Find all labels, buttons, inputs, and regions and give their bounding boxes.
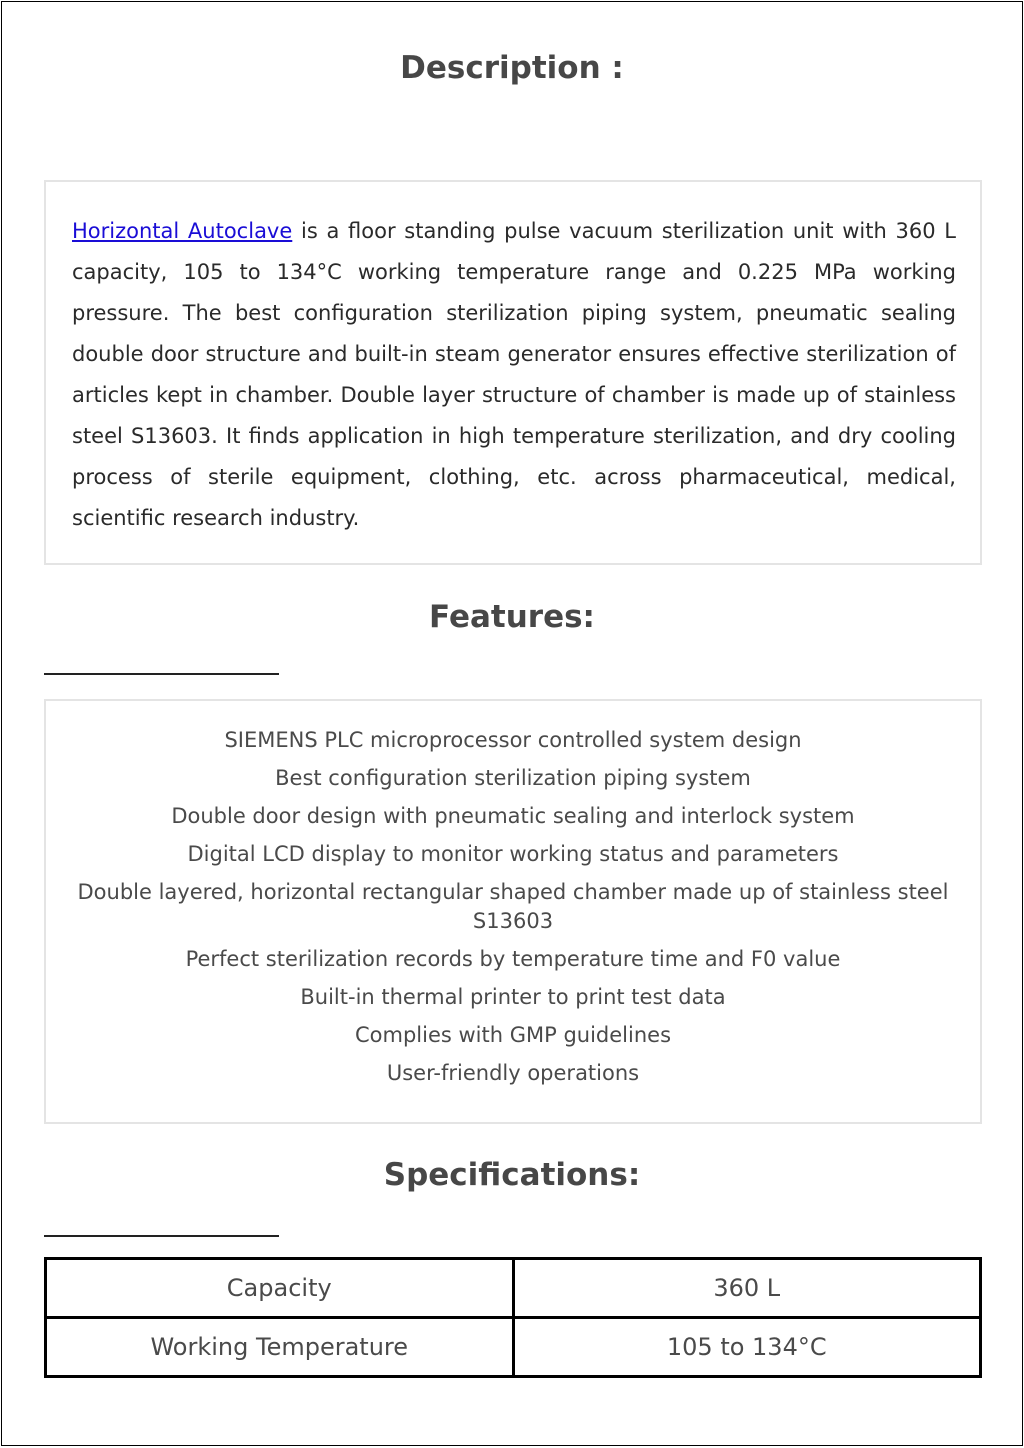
features-list <box>76 726 950 1097</box>
table-row <box>46 1318 981 1377</box>
description-text <box>72 211 956 539</box>
feature-item: User-friendly operations <box>386 1061 640 1085</box>
feature-item: Built-in thermal printer to print test data <box>300 985 726 1009</box>
horizontal-autoclave-link[interactable]: Horizontal Autoclave <box>72 219 293 243</box>
features-box <box>44 699 982 1124</box>
feature-item: Complies with GMP guidelines <box>354 1023 672 1047</box>
table-row <box>46 1259 981 1318</box>
spec-label: Capacity <box>46 1259 514 1318</box>
feature-item: Double door design with pneumatic sealing and interlock system <box>171 804 855 828</box>
feature-item: Digital LCD display to monitor working status and parameters <box>187 842 839 866</box>
spec-value: 360 L <box>513 1259 981 1318</box>
specifications-table <box>44 1257 982 1378</box>
features-heading: Features: <box>429 599 595 635</box>
description-box <box>44 180 982 565</box>
document-page <box>1 1 1023 1446</box>
spec-value: 105 to 134°C <box>513 1318 981 1377</box>
feature-item: Double layered, horizontal rectangular shaped chamber made up of stainless steel S13603 <box>77 880 949 933</box>
specifications-heading: Specifications: <box>383 1157 641 1193</box>
features-divider <box>44 673 279 675</box>
spec-label: Working Temperature <box>46 1318 514 1377</box>
feature-item: Perfect sterilization records by temperature time and F0 value <box>185 947 841 971</box>
feature-item: Best configuration sterilization piping system <box>275 766 751 790</box>
description-heading: Description : <box>400 50 624 86</box>
description-body: is a floor standing pulse vacuum sterilization unit with 360 L capacity, 105 to 134°C working temperature range and 0.225 MPa working pressure. The best configuration sterilization piping system, pneumatic sealing double door structure and built-in steam generator ensures effective sterilization of articles kept in chamber. Double layer structure of chamber is made up of stainless steel S13603. It finds application in high temperature sterilization, and dry cooling process of sterile equipment, clothing, etc. across pharmaceutical, medical, scientific research industry. <box>72 219 956 530</box>
feature-item: SIEMENS PLC microprocessor controlled system design <box>224 728 802 752</box>
specifications-divider <box>44 1235 279 1237</box>
